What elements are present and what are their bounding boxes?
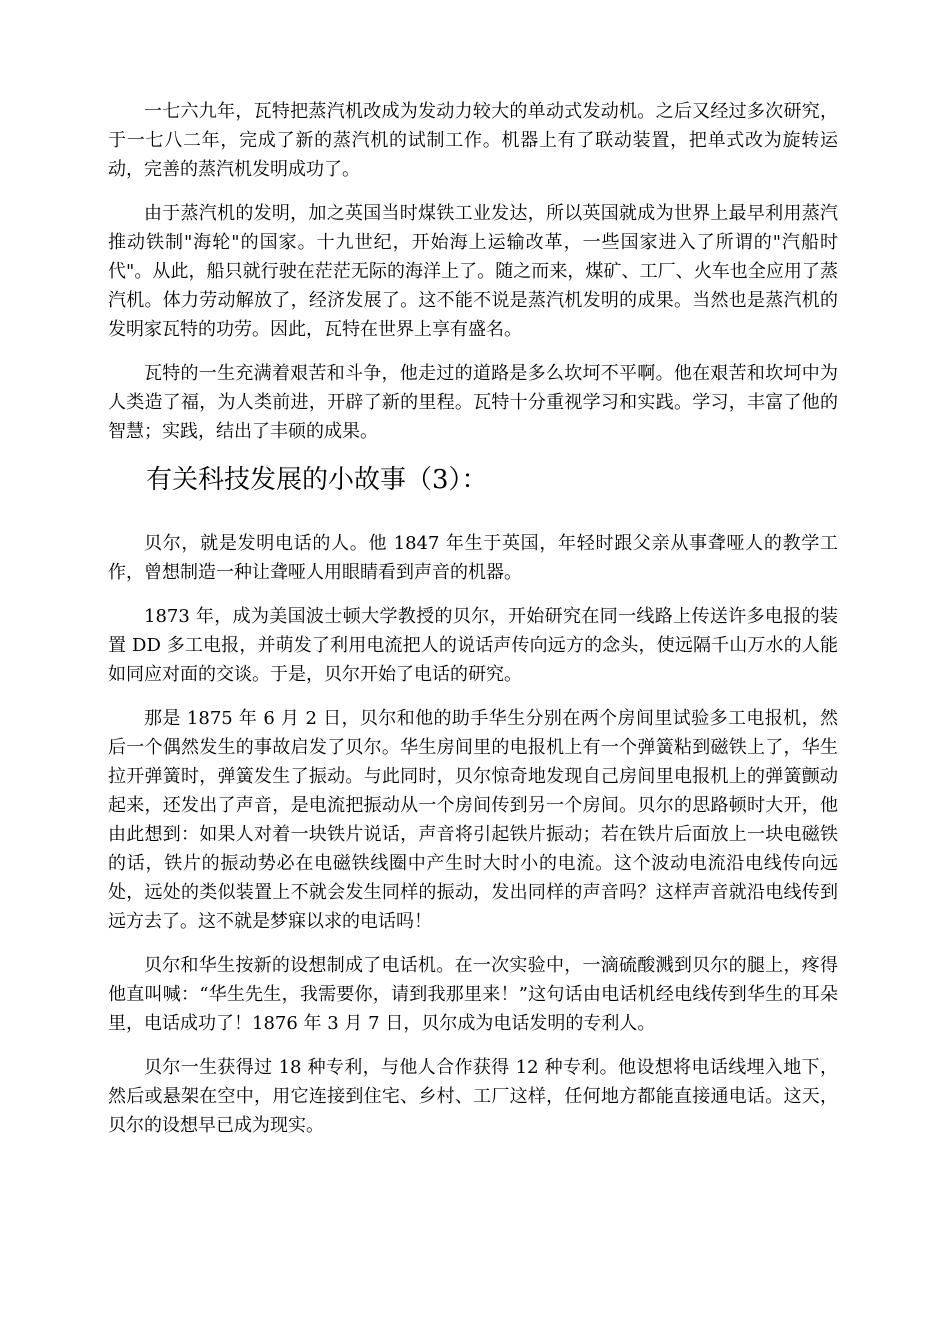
paragraph: 由于蒸汽机的发明，加之英国当时煤铁工业发达，所以英国就成为世界上最早利用蒸汽推动铁制"海轮"的国家。十九世纪，开始海上运输改革，一些国家进入了所谓的"汽船时代"。从此，船只就行驶在茫茫无际的海洋上了。随之而来，煤矿、工厂、火车也全应用了蒸汽机。体力劳动解放了，经济发展了。这不能不说是蒸汽机发明的成果。当然也是蒸汽机的发明家瓦特的功劳。因此，瓦特在世界上享有盛名。 <box>108 203 838 340</box>
paragraph: 那是 1875 年 6 月 2 日，贝尔和他的助手华生分别在两个房间里试验多工电报机，然后一个偶然发生的事故启发了贝尔。华生房间里的电报机上有一个弹簧粘到磁铁上了，华生拉开弹簧时，弹簧发生了振动。与此同时，贝尔惊奇地发现自己房间里电报机上的弹簧颤动起来，还发出了声音，是电流把振动从一个房间传到另一个房间。贝尔的思路顿时大开，他由此想到：如果人对着一块铁片说话，声音将引起铁片振动；若在铁片后面放上一块电磁铁的话，铁片的振动势必在电磁铁线圈中产生时大时小的电流。这个波动电流沿电线传向远处，远处的类似装置上不就会发生同样的振动，发出同样的声音吗？这样声音就沿电线传到远方去了。这不就是梦寐以求的电话吗！ <box>108 708 838 932</box>
paragraph: 一七六九年，瓦特把蒸汽机改成为发动力较大的单动式发动机。之后又经过多次研究，于一七八二年，完成了新的蒸汽机的试制工作。机器上有了联动装置，把单式改为旋转运动，完善的蒸汽机发明成功了。 <box>108 101 838 180</box>
paragraph: 1873 年，成为美国波士顿大学教授的贝尔，开始研究在同一线路上传送许多电报的装置 DD 多工电报，并萌发了利用电流把人的说话声传向远方的念头，使远隔千山万水的人能如同应对面的交谈。于是，贝尔开始了电话的研究。 <box>108 606 838 685</box>
section-heading: 有关科技发展的小故事（3）： <box>146 465 488 495</box>
paragraph: 贝尔和华生按新的设想制成了电话机。在一次实验中，一滴硫酸溅到贝尔的腿上，疼得他直叫喊：“华生先生，我需要你，请到我那里来！”这句话由电话机经电线传到华生的耳朵里，电话成功了！1876 年 3 月 7 日，贝尔成为电话发明的专利人。 <box>108 955 838 1034</box>
paragraph: 贝尔，就是发明电话的人。他 1847 年生于英国，年轻时跟父亲从事聋哑人的教学工作，曾想制造一种让聋哑人用眼睛看到声音的机器。 <box>108 533 838 583</box>
paragraph: 贝尔一生获得过 18 种专利，与他人合作获得 12 种专利。他设想将电话线埋入地下，然后或悬架在空中，用它连接到住宅、乡村、工厂这样，任何地方都能直接通电话。这天，贝尔的设想早已成为现实。 <box>108 1057 838 1136</box>
document-page <box>108 97 838 1155</box>
paragraph: 瓦特的一生充满着艰苦和斗争，他走过的道路是多么坎坷不平啊。他在艰苦和坎坷中为人类造了福，为人类前进，开辟了新的里程。瓦特十分重视学习和实践。学习，丰富了他的智慧；实践，结出了丰硕的成果。 <box>108 363 838 442</box>
